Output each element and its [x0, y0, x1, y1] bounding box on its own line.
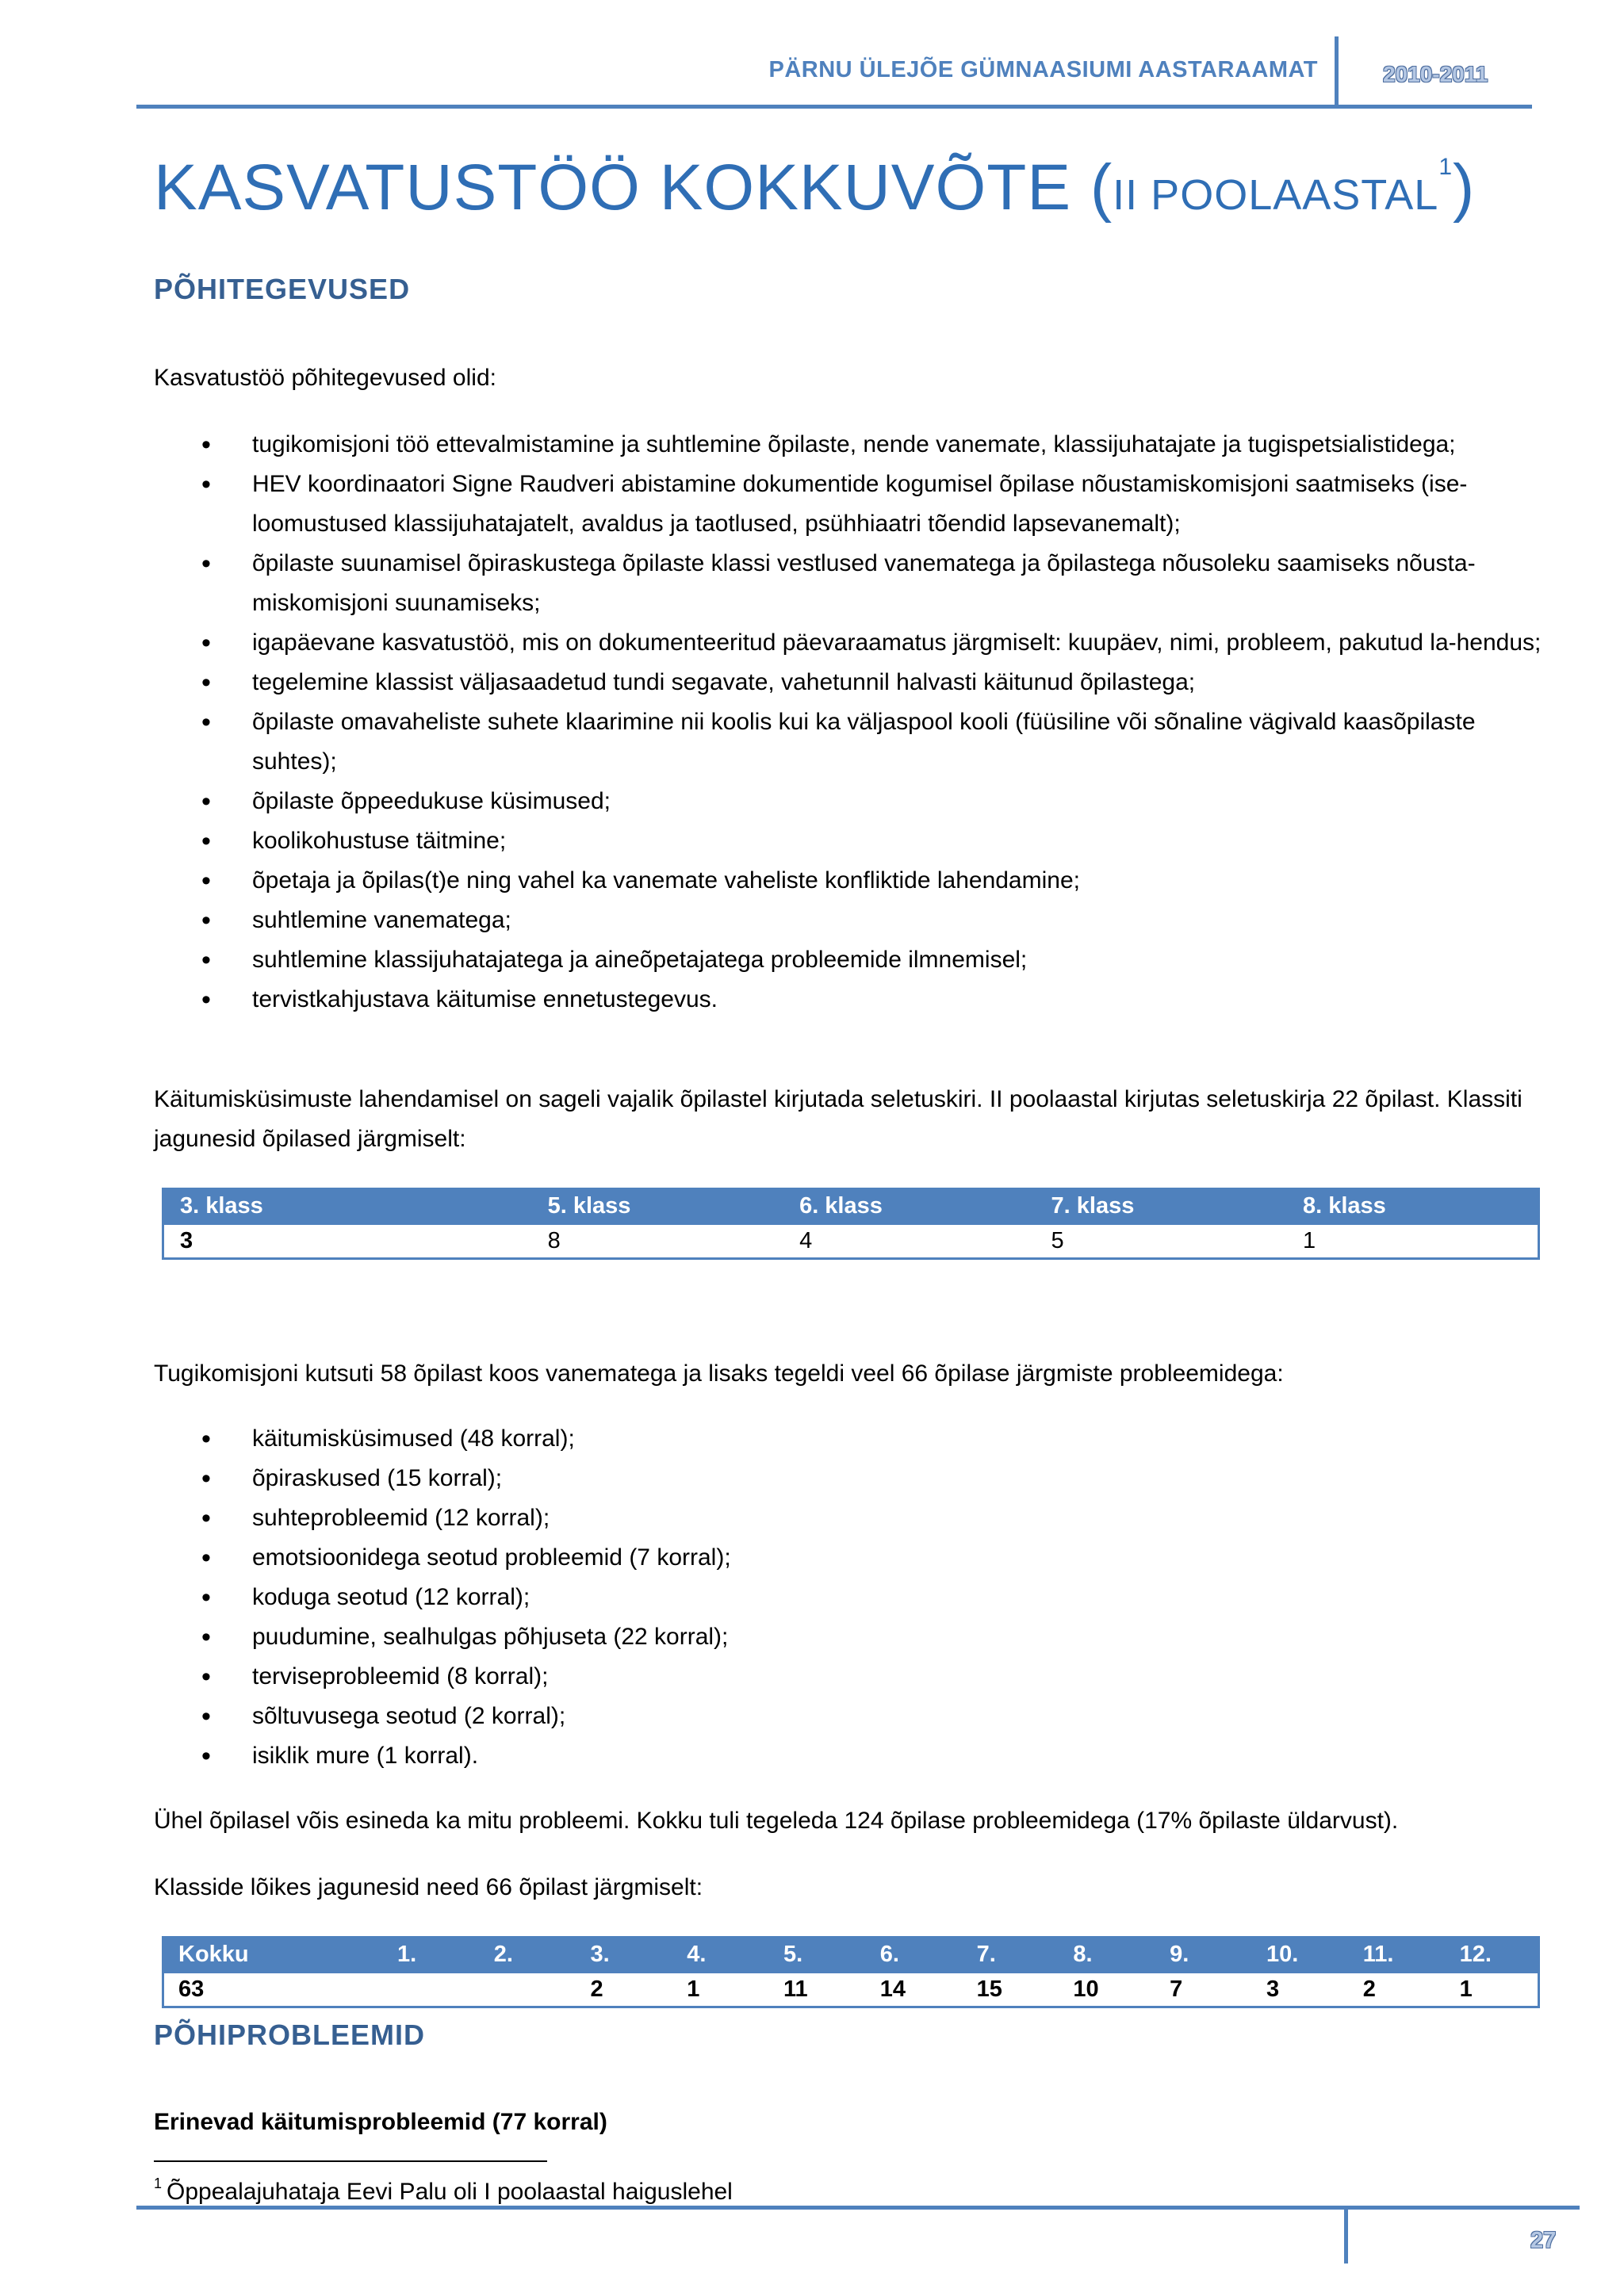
table-header-cell: 1.	[383, 1938, 480, 1973]
footnote-separator	[154, 2160, 547, 2162]
list-item: • koduga seotud (12 korral);	[154, 1578, 1542, 1617]
table-header-cell: 7. klass	[1036, 1189, 1287, 1224]
list-item: • igapäevane kasvatustöö, mis on dokumenteeritud päevaraamatus järgmiselt: kuupäev, nimi, probleem, pakutud la-hendus;	[154, 623, 1542, 663]
table-header-cell: 5. klass	[532, 1189, 783, 1224]
table-cell: 8	[532, 1224, 783, 1259]
table-row	[163, 1224, 1539, 1259]
list-item: • terviseprobleemid (8 korral);	[154, 1657, 1542, 1697]
table-header-cell: 4.	[672, 1938, 769, 1973]
table-cell: 7	[1155, 1973, 1252, 2007]
table-header-cell: 6.	[866, 1938, 963, 1973]
table-cell: 14	[866, 1973, 963, 2007]
table-header-cell: 9.	[1155, 1938, 1252, 1973]
page-title	[154, 151, 1475, 225]
section2-paragraph-2: Klasside lõikes jagunesid need 66 õpilast järgmiselt:	[154, 1874, 703, 1900]
section2-paragraph-1: Ühel õpilasel võis esineda ka mitu probleemi. Kokku tuli tegeleda 124 õpilase probleemidega (17% õpilaste üldarvust).	[154, 1808, 1399, 1834]
list-item: • puudumine, sealhulgas põhjuseta (22 korral);	[154, 1617, 1542, 1657]
page-title-close: )	[1453, 151, 1476, 224]
table-cell: 4	[783, 1224, 1035, 1259]
table-cell	[383, 1973, 480, 2007]
table-cell: 2	[1349, 1973, 1446, 2007]
table-header-cell: 6. klass	[783, 1189, 1035, 1224]
list-item: • tegelemine klassist väljasaadetud tundi segavate, vahetunnil halvasti käitunud õpilastega;	[154, 663, 1542, 702]
section-heading-pohitegevused: PÕHITEGEVUSED	[154, 273, 411, 305]
problems-list	[154, 1419, 1542, 1776]
list-item: • suhtlemine klassijuhatajatega ja aineõpetajatega probleemide ilmnemisel;	[154, 940, 1542, 980]
explanation-letters-table	[162, 1188, 1540, 1260]
list-item: • koolikohustuse täitmine;	[154, 821, 1542, 861]
table-cell: 2	[576, 1973, 672, 2007]
table-cell: 11	[769, 1973, 866, 2007]
table-header-cell: 5.	[769, 1938, 866, 1973]
footer-divider	[1344, 2208, 1348, 2263]
problems-by-class-table	[162, 1936, 1540, 2008]
table-header-cell: 3. klass	[163, 1189, 532, 1224]
table-cell: 1	[1287, 1224, 1539, 1259]
list-item: • tugikomisjoni töö ettevalmistamine ja suhtlemine õpilaste, nende vanemate, klassijuhatajate ja tugispetsialistidega;	[154, 425, 1542, 465]
list-item: • HEV koordinaatori Signe Raudveri abistamine dokumentide kogumisel õpilase nõustamiskomisjoni saatmiseks (ise-loomustused klassijuhatajatelt, avaldus ja taotlused, psühhiaatri tõendid lapsevanemalt);	[154, 465, 1542, 544]
table-header-cell: 8.	[1059, 1938, 1155, 1973]
header-rule	[136, 105, 1532, 109]
footnote	[154, 2175, 733, 2206]
footnote-ref: 1	[1438, 154, 1454, 180]
table-cell: 1	[1446, 1973, 1539, 2007]
table-header-cell: 11.	[1349, 1938, 1446, 1973]
table-cell: 3	[1252, 1973, 1349, 2007]
page-title-main: KASVATUSTÖÖ KOKKUVÕTE (	[154, 151, 1113, 224]
header-year: 2010-2011	[1383, 62, 1488, 86]
page-title-small: II POOLAASTAL	[1113, 171, 1439, 219]
table-header-cell: Kokku	[163, 1938, 383, 1973]
table-cell: 3	[163, 1224, 532, 1259]
section1-intro: Kasvatustöö põhitegevused olid:	[154, 365, 496, 391]
list-item: • suhtlemine vanematega;	[154, 901, 1542, 940]
list-item: • õpilaste suunamisel õpiraskustega õpilaste klassi vestlused vanematega ja õpilastega nõusoleku saamiseks nõusta-miskomisjoni suunamiseks;	[154, 544, 1542, 623]
footer-rule	[136, 2206, 1580, 2210]
list-item: • suhteprobleemid (12 korral);	[154, 1498, 1542, 1538]
list-item: • emotsioonidega seotud probleemid (7 korral);	[154, 1538, 1542, 1578]
table-cell: 63	[163, 1973, 383, 2007]
list-item: • isiklik mure (1 korral).	[154, 1736, 1542, 1776]
list-item: • õpilaste omavaheliste suhete klaarimine nii koolis kui ka väljaspool kooli (füüsiline või sõnaline vägivald kaasõpilaste suhtes);	[154, 702, 1542, 782]
table-row	[163, 1973, 1539, 2007]
list-item: • sõltuvusega seotud (2 korral);	[154, 1697, 1542, 1736]
table-cell: 10	[1059, 1973, 1155, 2007]
section2-intro: Tugikomisjoni kutsuti 58 õpilast koos vanematega ja lisaks tegeldi veel 66 õpilase järgmiste probleemidega:	[154, 1360, 1284, 1387]
list-item: • tervistkahjustava käitumise ennetustegevus.	[154, 980, 1542, 1020]
table-cell	[480, 1973, 576, 2007]
footnote-text: Õppealajuhataja Eevi Palu oli I poolaastal haiguslehel	[167, 2179, 733, 2205]
table-header-cell: 8. klass	[1287, 1189, 1539, 1224]
header-title: PÄRNU ÜLEJÕE GÜMNAASIUMI AASTARAAMAT	[768, 57, 1318, 82]
table-header-cell: 10.	[1252, 1938, 1349, 1973]
list-item: • käitumisküsimused (48 korral);	[154, 1419, 1542, 1459]
header-divider	[1335, 36, 1339, 108]
table-header-cell: 7.	[963, 1938, 1059, 1973]
activities-list	[154, 425, 1542, 1020]
subheading-behavior-problems: Erinevad käitumisprobleemid (77 korral)	[154, 2109, 607, 2135]
list-item: • õpetaja ja õpilas(t)e ning vahel ka vanemate vaheliste konfliktide lahendamine;	[154, 861, 1542, 901]
table-header-cell: 3.	[576, 1938, 672, 1973]
table-header-row	[163, 1938, 1539, 1973]
section1-paragraph: Käitumisküsimuste lahendamisel on sageli vajalik õpilastel kirjutada seletuskiri. II poolaastal kirjutas seletuskirja 22 õpilast. Klassiti jagunesid õpilased järgmiselt:	[154, 1086, 1522, 1152]
list-item: • õpiraskused (15 korral);	[154, 1459, 1542, 1498]
table-header-row	[163, 1189, 1539, 1224]
table-header-cell: 12.	[1446, 1938, 1539, 1973]
table-cell: 1	[672, 1973, 769, 2007]
section-heading-pohiprobleemid: PÕHIPROBLEEMID	[154, 2019, 426, 2051]
table-cell: 15	[963, 1973, 1059, 2007]
page-number: 27	[1530, 2228, 1557, 2253]
list-item: • õpilaste õppeedukuse küsimused;	[154, 782, 1542, 821]
table-cell: 5	[1036, 1224, 1287, 1259]
table-header-cell: 2.	[480, 1938, 576, 1973]
footnote-mark: 1	[154, 2175, 163, 2191]
